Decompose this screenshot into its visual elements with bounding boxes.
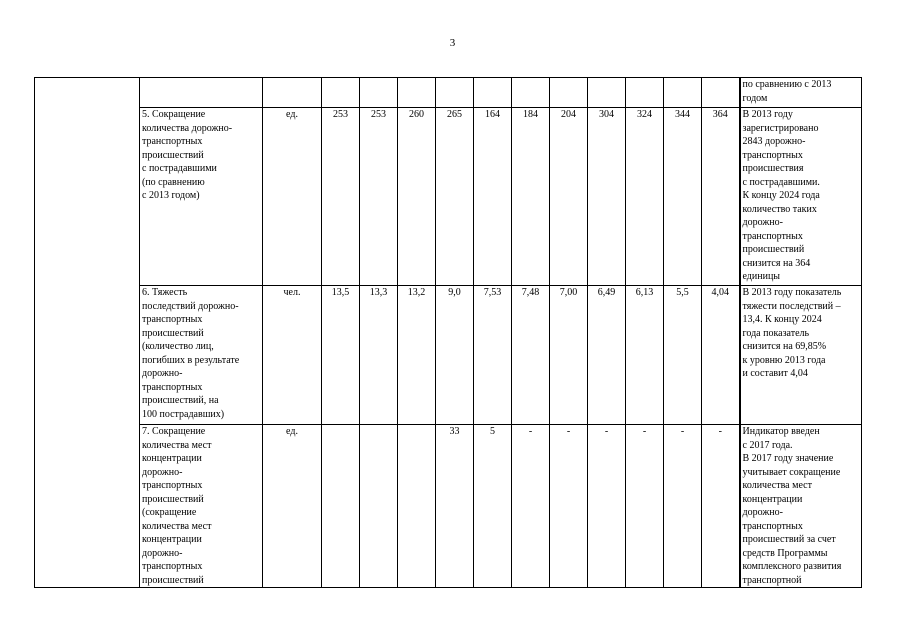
value-cell: 6,49 [588,286,626,425]
value-cell: - [702,425,740,588]
value-cell: 7,53 [474,286,512,425]
value-cell: 5 [474,425,512,588]
value-cell: 253 [322,108,360,286]
value-cell [626,78,664,108]
value-cell: 204 [550,108,588,286]
value-cell [664,78,702,108]
indicator-name-cell: 5. Сокращение количества дорожно- транспортных происшествий с пострадавшими (по сравнению с 2013 годом) [140,108,263,286]
value-cell [360,78,398,108]
indicator-name-cell: 7. Сокращение количества мест концентрации дорожно- транспортных происшествий (сокращение количества мест концентрации дорожно- транспортных происшествий [140,425,263,588]
table-row-indicator-7 [35,425,862,588]
table-row-continuation [35,78,862,108]
value-cell: 253 [360,108,398,286]
value-cell: 4,04 [702,286,740,425]
value-cell: 9,0 [436,286,474,425]
value-cell: 13,5 [322,286,360,425]
value-cell: 265 [436,108,474,286]
note-cell: В 2013 году показатель тяжести последствий – 13,4. К концу 2024 года показатель снизится на 69,85% к уровню 2013 года и составит 4,04 [740,286,862,425]
note-cell: по сравнению с 2013 годом [740,78,862,108]
value-cell: 184 [512,108,550,286]
value-cell: 13,2 [398,286,436,425]
unit-cell: чел. [263,286,322,425]
unit-cell: ед. [263,425,322,588]
value-cell: - [588,425,626,588]
value-cell: 164 [474,108,512,286]
value-cell: 260 [398,108,436,286]
table-row-indicator-5 [35,108,862,286]
value-cell [436,78,474,108]
value-cell: 33 [436,425,474,588]
table-row-indicator-6 [35,286,862,425]
indicator-name-cell: 6. Тяжесть последствий дорожно- транспортных происшествий (количество лиц, погибших в результате дорожно- транспортных происшествий, на 100 пострадавших) [140,286,263,425]
value-cell [322,78,360,108]
value-cell: 344 [664,108,702,286]
section-column-cell [35,78,140,588]
value-cell: 7,48 [512,286,550,425]
value-cell: 5,5 [664,286,702,425]
value-cell: - [664,425,702,588]
value-cell: - [512,425,550,588]
value-cell [512,78,550,108]
note-cell: Индикатор введен с 2017 года. В 2017 году значение учитывает сокращение количества мест концентрации дорожно- транспортных происшествий за счет средств Программы комплексного развития транспортной [740,425,862,588]
value-cell: - [626,425,664,588]
value-cell [550,78,588,108]
note-cell: В 2013 году зарегистрировано 2843 дорожно- транспортных происшествия с пострадавшими. К концу 2024 года количество таких дорожно- транспортных происшествий снизится на 364 единицы [740,108,862,286]
unit-cell: ед. [263,108,322,286]
unit-cell [263,78,322,108]
indicator-name-cell [140,78,263,108]
indicators-table [34,77,862,588]
value-cell [702,78,740,108]
value-cell [322,425,360,588]
value-cell [398,425,436,588]
value-cell: 304 [588,108,626,286]
value-cell [398,78,436,108]
value-cell: 324 [626,108,664,286]
page-number: 3 [449,37,456,49]
value-cell: 364 [702,108,740,286]
value-cell [474,78,512,108]
value-cell: 13,3 [360,286,398,425]
value-cell [360,425,398,588]
value-cell: 6,13 [626,286,664,425]
value-cell [588,78,626,108]
value-cell: 7,00 [550,286,588,425]
value-cell: - [550,425,588,588]
